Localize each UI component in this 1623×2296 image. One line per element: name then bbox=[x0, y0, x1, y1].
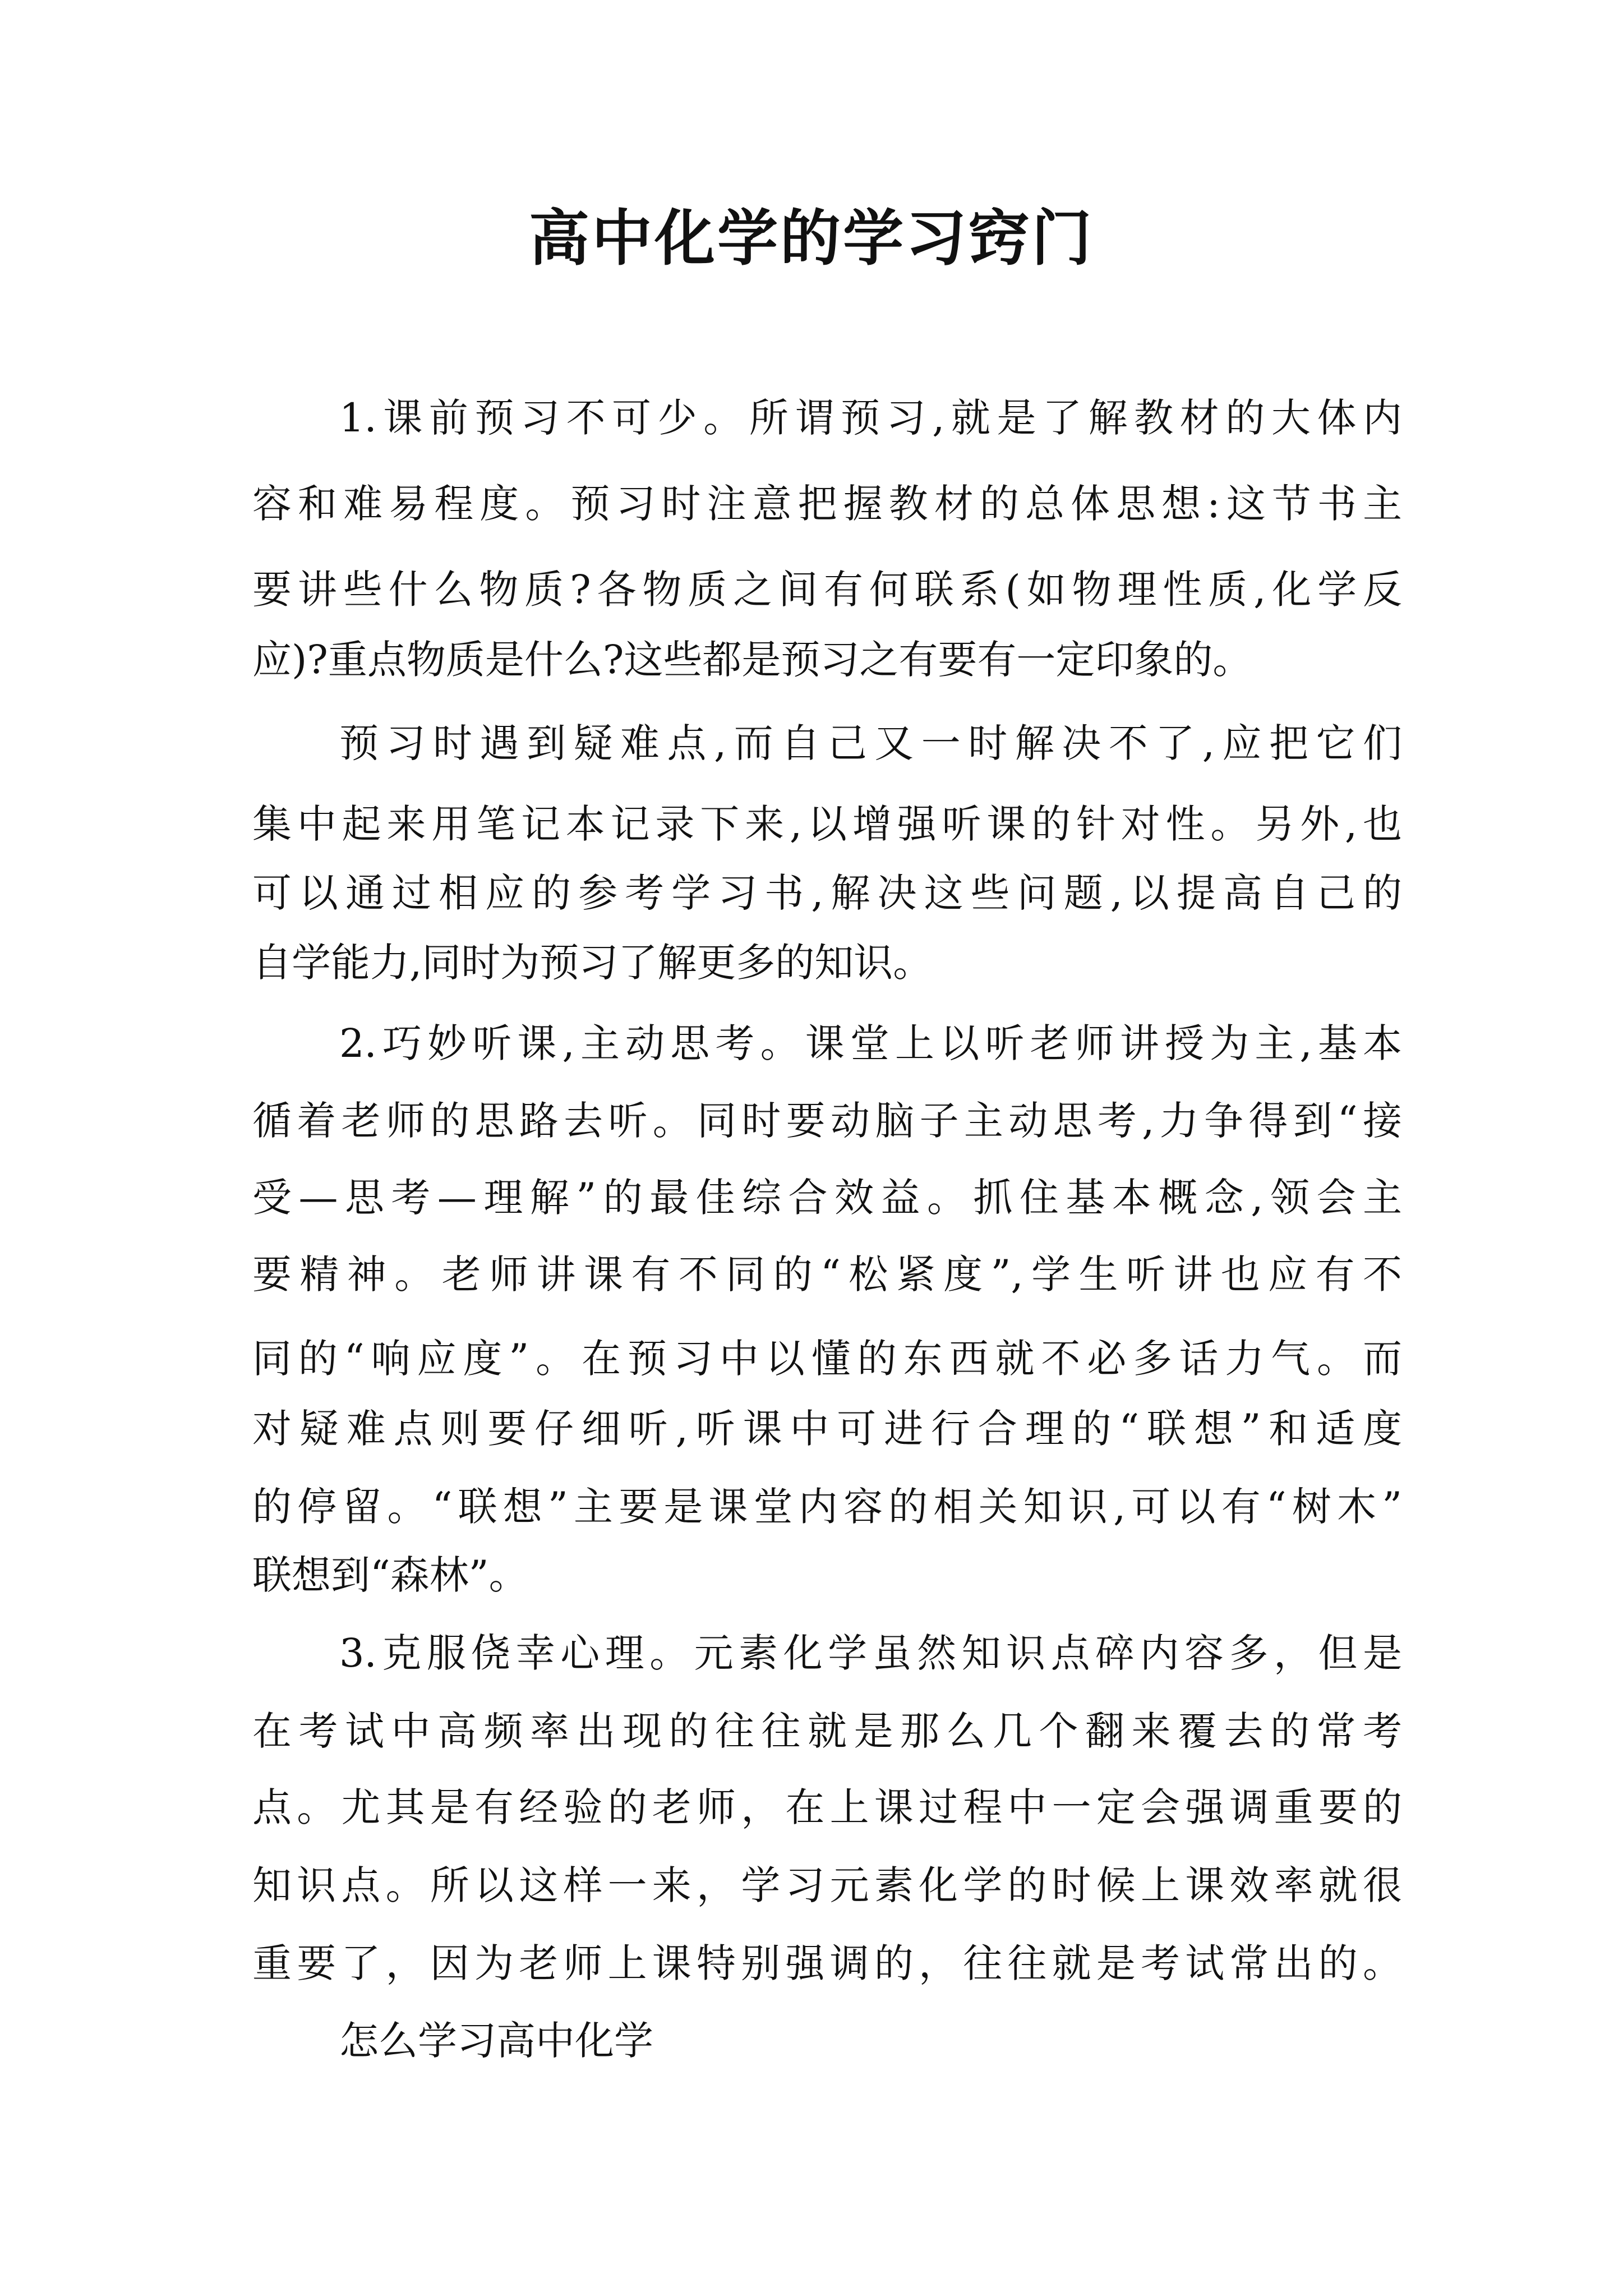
text-line: 2.巧妙听课,主动思考。课堂上以听老师讲授为主,基本 bbox=[339, 1020, 1402, 1066]
text-line: 要讲些什么物质?各物质之间有何联系(如物理性质,化学反 bbox=[252, 567, 1402, 613]
text-line: 对疑难点则要仔细听,听课中可进行合理的“联想”和适度 bbox=[252, 1406, 1402, 1452]
text-line: 联想到“森林”。 bbox=[252, 1552, 528, 1598]
text-line: 应)?重点物质是什么?这些都是预习之有要有一定印象的。 bbox=[252, 637, 1252, 683]
text-line: 受—思考—理解”的最佳综合效益。抓住基本概念,领会主 bbox=[252, 1175, 1402, 1221]
text-line: 集中起来用笔记本记录下来,以增强听课的针对性。另外,也 bbox=[252, 801, 1402, 847]
text-line: 预习时遇到疑难点,而自己又一时解决不了,应把它们 bbox=[339, 720, 1402, 766]
text-line: 同的“响应度”。在预习中以懂的东西就不必多话力气。而 bbox=[252, 1336, 1402, 1382]
text-line: 循着老师的思路去听。同时要动脑子主动思考,力争得到“接 bbox=[252, 1098, 1402, 1144]
page-title: 高中化学的学习窍门 bbox=[528, 203, 1094, 274]
text-line: 3.克服侥幸心理。元素化学虽然知识点碎内容多，但是 bbox=[339, 1630, 1402, 1676]
text-line: 重要了，因为老师上课特别强调的，往往就是考试常出的。 bbox=[252, 1940, 1402, 1986]
text-line: 自学能力,同时为预习了解更多的知识。 bbox=[252, 940, 933, 986]
text-line: 点。尤其是有经验的老师，在上课过程中一定会强调重要的 bbox=[252, 1784, 1402, 1830]
section-subheading: 怎么学习高中化学 bbox=[339, 2018, 653, 2064]
text-line: 在考试中高频率出现的往往就是那么几个翻来覆去的常考 bbox=[252, 1708, 1402, 1754]
text-line: 1.课前预习不可少。所谓预习,就是了解教材的大体内 bbox=[339, 395, 1402, 441]
text-line: 要精神。老师讲课有不同的“松紧度”,学生听讲也应有不 bbox=[252, 1251, 1402, 1297]
text-line: 知识点。所以这样一来，学习元素化学的时候上课效率就很 bbox=[252, 1862, 1402, 1908]
text-line: 的停留。“联想”主要是课堂内容的相关知识,可以有“树木” bbox=[252, 1484, 1402, 1530]
text-line: 容和难易程度。预习时注意把握教材的总体思想:这节书主 bbox=[252, 481, 1402, 527]
text-line: 可以通过相应的参考学习书,解决这些问题,以提高自己的 bbox=[252, 870, 1402, 916]
